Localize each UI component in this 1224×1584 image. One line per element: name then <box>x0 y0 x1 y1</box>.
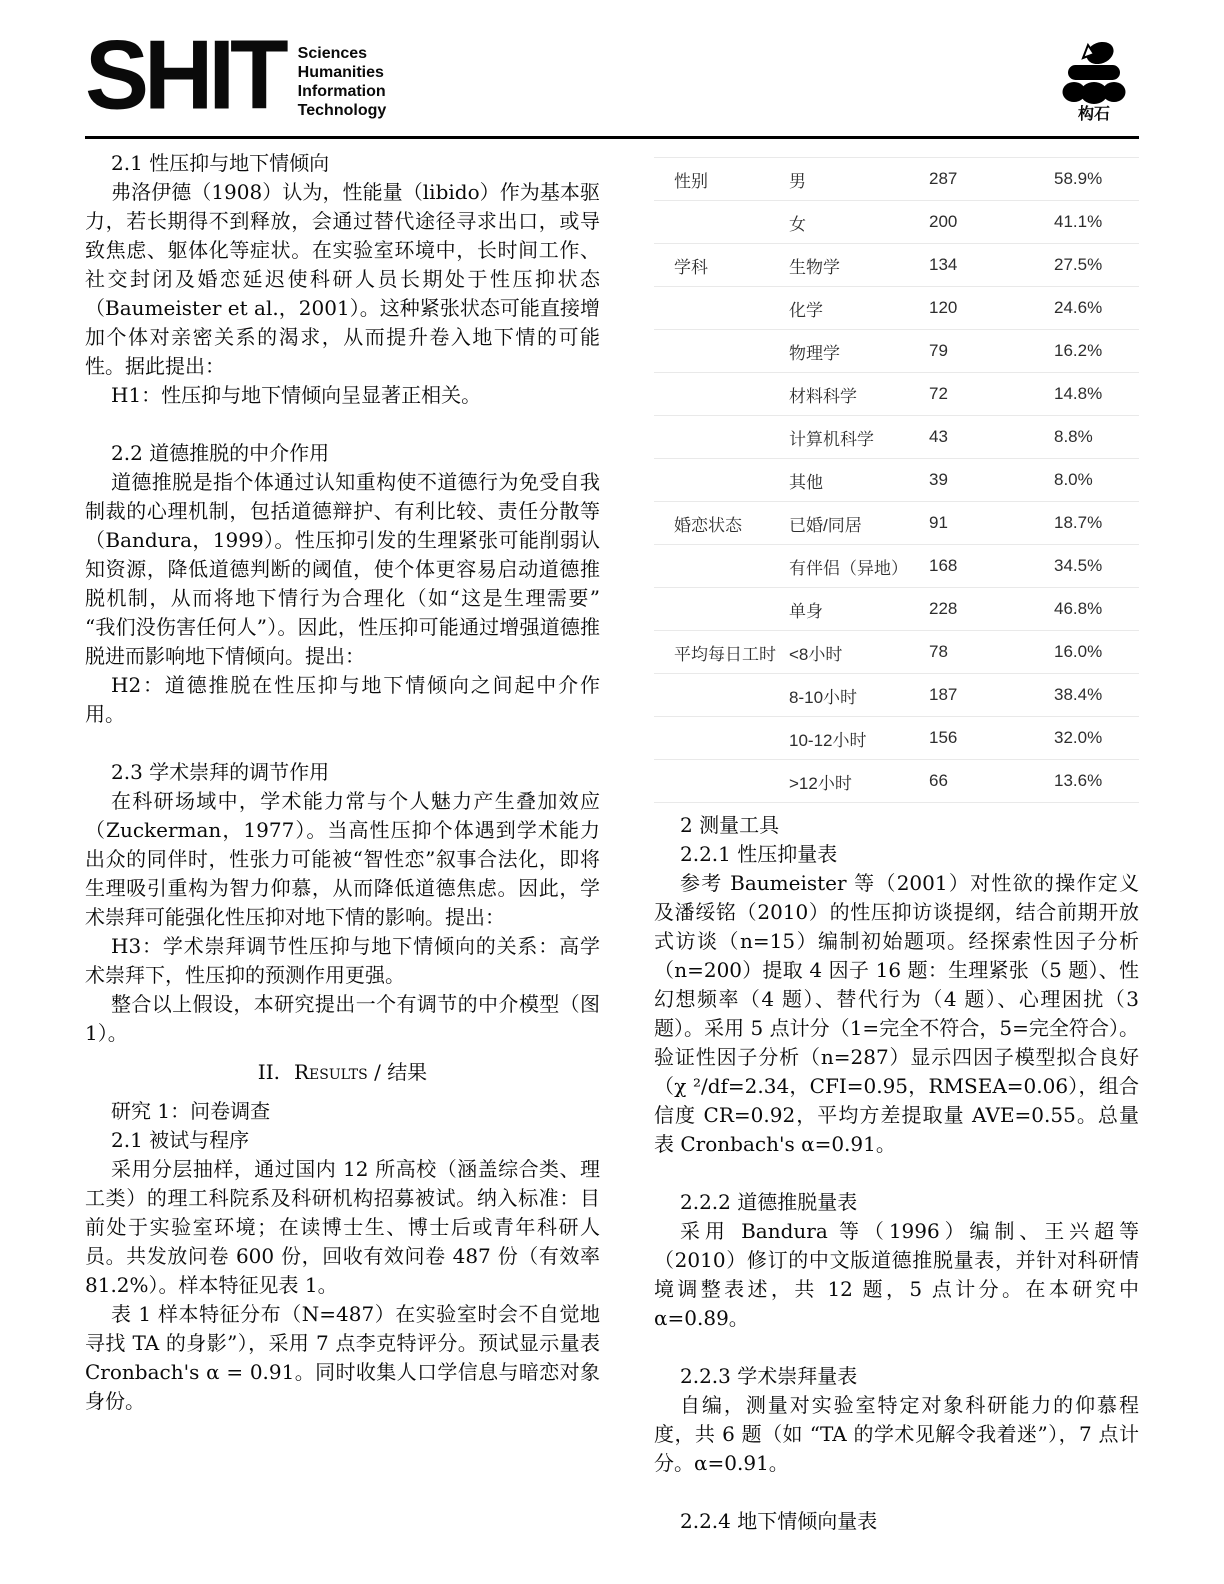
table-cell: 8.0% <box>1054 459 1139 502</box>
table-row <box>654 760 1139 803</box>
paragraph: 采用分层抽样，通过国内 12 所高校（涵盖综合类、理工类）的理工科院系及科研机构招募被试。纳入标准：目前处于实验室环境；在读博士生、博士后或青年科研人员。共发放问卷 600 份，回收有效问卷 487 份（有效率 81.2%）。样本特征见表 1。 <box>85 1157 600 1297</box>
table-cell: 24.6% <box>1054 287 1139 330</box>
table-cell <box>654 717 789 760</box>
subtitle-line: Technology <box>297 102 387 119</box>
journal-logo <box>85 20 387 130</box>
table-cell: 18.7% <box>1054 502 1139 545</box>
hypothesis-h2: H2：道德推脱在性压抑与地下情倾向之间起中介作用。 <box>85 673 600 726</box>
table-cell <box>654 330 789 373</box>
right-column <box>654 149 1139 1536</box>
table-cell: 34.5% <box>1054 545 1139 588</box>
table-cell: 32.0% <box>1054 717 1139 760</box>
section-heading-2-2-3: 2.2.3 学术崇拜量表 <box>680 1364 858 1388</box>
table-cell: 男 <box>789 158 929 201</box>
results-suffix: / 结果 <box>367 1060 428 1084</box>
table-cell: 27.5% <box>1054 244 1139 287</box>
section-heading-participants: 2.1 被试与程序 <box>111 1128 250 1152</box>
table-cell: 14.8% <box>1054 373 1139 416</box>
subtitle-line: Humanities <box>297 64 384 81</box>
table-row <box>654 459 1139 502</box>
table-cell: 287 <box>929 158 1054 201</box>
section-heading-measures: 2 测量工具 <box>680 813 780 837</box>
table-cell: 10-12小时 <box>789 717 929 760</box>
table-cell: 性别 <box>654 158 789 201</box>
table-cell <box>654 459 789 502</box>
table-row <box>654 201 1139 244</box>
table-cell: 91 <box>929 502 1054 545</box>
table-row <box>654 502 1139 545</box>
table-row <box>654 717 1139 760</box>
table-cell: 156 <box>929 717 1054 760</box>
results-numeral: II. <box>257 1060 280 1084</box>
table-cell: 43 <box>929 416 1054 459</box>
journal-acronym: SHIT <box>85 20 284 130</box>
table-cell <box>654 545 789 588</box>
table-cell: 134 <box>929 244 1054 287</box>
paragraph: 整合以上假设，本研究提出一个有调节的中介模型（图1）。 <box>85 992 600 1045</box>
table-cell: 78 <box>929 631 1054 674</box>
section-heading-2-2-4: 2.2.4 地下情倾向量表 <box>680 1509 878 1533</box>
section-heading-2-2-2: 2.2.2 道德推脱量表 <box>680 1190 858 1214</box>
study1-heading: 研究 1：问卷调查 <box>111 1099 271 1123</box>
table-cell: 200 <box>929 201 1054 244</box>
table-cell: 有伴侣（异地） <box>789 545 929 588</box>
table-cell: 物理学 <box>789 330 929 373</box>
table-cell: 8.8% <box>1054 416 1139 459</box>
table-row <box>654 416 1139 459</box>
two-column-body <box>85 149 1139 1536</box>
table-cell: 41.1% <box>1054 201 1139 244</box>
table-cell: >12小时 <box>789 760 929 803</box>
paragraph: 道德推脱是指个体通过认知重构使不道德行为免受自我制裁的心理机制，包括道德辩护、有利比较、责任分散等（Bandura，1999）。性压抑引发的生理紧张可能削弱认知资源，降低道德判断的阈值，使个体更容易启动道德推脱机制，从而将地下情行为合理化（如“这是生理需要” “我们没伤害任何人”）。因此，性压抑可能通过增强道德推脱进而影响地下情倾向。提出： <box>85 470 600 668</box>
hypothesis-h3: H3：学术崇拜调节性压抑与地下情倾向的关系：高学术崇拜下，性压抑的预测作用更强。 <box>85 934 600 987</box>
section-heading-2-2-1: 2.2.1 性压抑量表 <box>680 842 838 866</box>
paragraph: 采用 Bandura 等（1996）编制、王兴超等（2010）修订的中文版道德推脱量表，并针对科研情境调整表述，共 12 题，5 点计分。在本研究中 α=0.89。 <box>654 1219 1139 1330</box>
table-cell <box>654 416 789 459</box>
table-cell: 228 <box>929 588 1054 631</box>
table-row <box>654 545 1139 588</box>
table-cell <box>654 287 789 330</box>
table-cell: 学科 <box>654 244 789 287</box>
table-row <box>654 158 1139 201</box>
table-cell: 单身 <box>789 588 929 631</box>
table-cell: 其他 <box>789 459 929 502</box>
paragraph: 表 1 样本特征分布（N=487）在实验室时会不自觉地寻找 TA 的身影”），采用 7 点李克特评分。预试显示量表 Cronbach's α = 0.91。同时收集人口学信息与暗恋对象身份。 <box>85 1302 600 1413</box>
table-cell <box>654 588 789 631</box>
table-cell <box>654 674 789 717</box>
subtitle-line: Information <box>297 83 386 100</box>
table-cell: 72 <box>929 373 1054 416</box>
hypothesis-h1: H1：性压抑与地下情倾向呈显著正相关。 <box>111 383 482 407</box>
publisher-name: 构石 <box>1077 106 1110 123</box>
section-heading-2-2: 2.2 道德推脱的中介作用 <box>111 441 330 465</box>
table-cell: 120 <box>929 287 1054 330</box>
table-row <box>654 244 1139 287</box>
table-cell <box>654 373 789 416</box>
table-row <box>654 373 1139 416</box>
results-section-heading <box>85 1058 600 1087</box>
table-cell <box>654 201 789 244</box>
paragraph: 参考 Baumeister 等（2001）对性欲的操作定义及潘绥铭（2010）的性压抑访谈提纲，结合前期开放式访谈（n=15）编制初始题项。经探索性因子分析（n=200）提取 4 因子 16 题：生理紧张（5 题）、性幻想频率（4 题）、替代行为（4 题）、心理困扰（3 题）。采用 5 点计分（1=完全不符合，5=完全符合）。验证性因子分析（n=287）显示四因子模型拟合良好（χ ²/df=2.34，CFI=0.95，RMSEA=0.06），组合信度 CR=0.92，平均方差提取量 AVE=0.55。总量表 Cronbach's α=0.91。 <box>654 871 1139 1156</box>
table-row <box>654 330 1139 373</box>
table-cell: 化学 <box>789 287 929 330</box>
sample-characteristics-table <box>654 157 1139 803</box>
table-cell: 168 <box>929 545 1054 588</box>
journal-subtitle <box>298 38 387 120</box>
table-cell: 婚恋状态 <box>654 502 789 545</box>
table-cell: 187 <box>929 674 1054 717</box>
table-cell: 38.4% <box>1054 674 1139 717</box>
table-cell: 女 <box>789 201 929 244</box>
table-cell: 13.6% <box>1054 760 1139 803</box>
table-cell: <8小时 <box>789 631 929 674</box>
rock-pile-icon <box>1059 40 1129 106</box>
section-heading-2-1: 2.1 性压抑与地下情倾向 <box>111 151 330 175</box>
table-row <box>654 631 1139 674</box>
results-word: Results <box>293 1060 368 1084</box>
left-column <box>85 149 600 1536</box>
table-row <box>654 287 1139 330</box>
masthead <box>85 20 1139 130</box>
table-cell <box>654 760 789 803</box>
subtitle-line: Sciences <box>297 45 368 62</box>
table-cell: 16.0% <box>1054 631 1139 674</box>
paragraph: 弗洛伊德（1908）认为，性能量（libido）作为基本驱力，若长期得不到释放，会通过替代途径寻求出口，或导致焦虑、躯体化等症状。在实验室环境中，长时间工作、社交封闭及婚恋延迟使科研人员长期处于性压抑状态（Baumeister et al.，2001）。这种紧张状态可能直接增加个体对亲密关系的渴求，从而提升卷入地下情的可能性。据此提出： <box>85 180 600 378</box>
header-rule <box>85 136 1139 139</box>
table-cell: 79 <box>929 330 1054 373</box>
table-cell: 已婚/同居 <box>789 502 929 545</box>
paragraph: 在科研场域中，学术能力常与个人魅力产生叠加效应（Zuckerman，1977）。当高性压抑个体遇到学术能力出众的同伴时，性张力可能被“智性恋”叙事合法化，即将生理吸引重构为智力仰慕，从而降低道德焦虑。因此，学术崇拜可能强化性压抑对地下情的影响。提出： <box>85 789 600 929</box>
table-cell: 计算机科学 <box>789 416 929 459</box>
table-cell: 16.2% <box>1054 330 1139 373</box>
publisher-logo <box>1049 38 1139 123</box>
table-cell: 材料科学 <box>789 373 929 416</box>
table-cell: 66 <box>929 760 1054 803</box>
table-cell: 46.8% <box>1054 588 1139 631</box>
table-cell: 39 <box>929 459 1054 502</box>
table-cell: 平均每日工时 <box>654 631 789 674</box>
table-row <box>654 588 1139 631</box>
table-cell: 58.9% <box>1054 158 1139 201</box>
section-heading-2-3: 2.3 学术崇拜的调节作用 <box>111 760 330 784</box>
table-row <box>654 674 1139 717</box>
table-cell: 生物学 <box>789 244 929 287</box>
table-cell: 8-10小时 <box>789 674 929 717</box>
paragraph: 自编，测量对实验室特定对象科研能力的仰慕程度，共 6 题（如 “TA 的学术见解令我着迷”），7 点计分。α=0.91。 <box>654 1393 1139 1475</box>
